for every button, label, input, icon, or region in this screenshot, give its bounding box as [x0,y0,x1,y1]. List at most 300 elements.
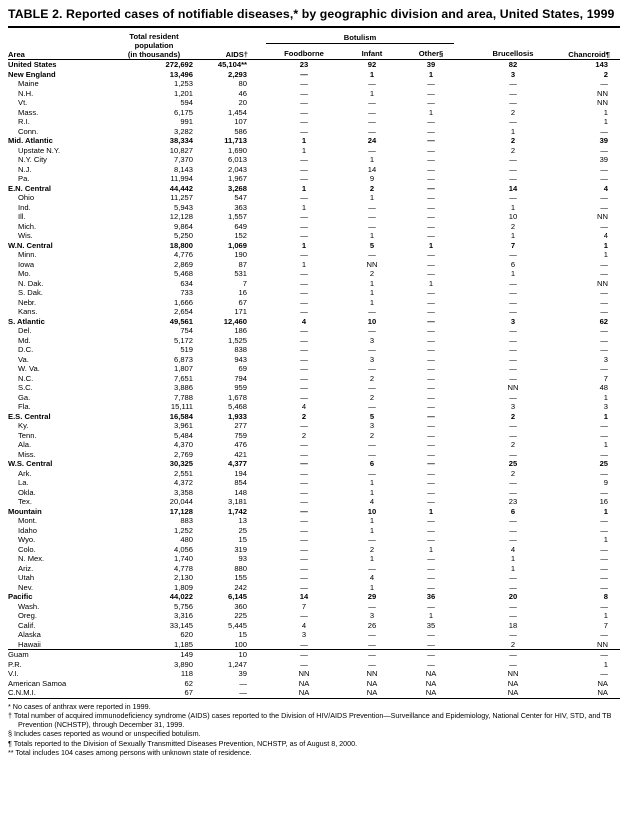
infant-cell: NN [366,259,378,269]
area-cell: Del. [18,326,32,335]
foodborne-cell: — [300,478,308,487]
infant-cell: — [368,639,376,649]
infant-cell: — [368,221,376,231]
infant-cell: 26 [367,620,377,630]
aids-cell: 3,268 [227,183,247,193]
table-row [8,79,620,89]
infant-cell: NN [366,669,378,678]
table-title: TABLE 2. Reported cases of notifiable diseases,* by geographic division and area, United States, 1999 [8,7,620,28]
brucellosis-cell: 7 [510,240,516,250]
table-row [8,193,620,203]
foodborne-cell: — [300,639,308,649]
infant-cell: — [348,650,396,660]
infant-cell: NA [366,678,378,688]
aids-cell: 476 [234,440,247,449]
table-row [8,679,620,689]
foodborne-cell: — [300,98,308,107]
brucellosis-cell: — [509,345,517,354]
other-cell: 1 [428,544,434,554]
table-row [8,70,620,80]
population-cell: 4,778 [173,563,193,573]
aids-cell: 2,043 [227,164,247,174]
brucellosis-cell: NN [507,669,519,678]
infant-cell: 1 [369,487,375,497]
population-cell: 991 [180,117,193,126]
other-cell: — [427,573,435,582]
infant-cell: — [368,601,376,611]
brucellosis-cell: 2 [510,639,516,649]
population-cell: 1,185 [173,639,193,649]
table-row [8,165,620,175]
table-row [8,203,620,213]
population-cell: 620 [180,630,193,639]
population-cell: 7,370 [173,155,193,164]
area-cell: American Samoa [8,678,67,688]
infant-cell: 1 [369,69,375,79]
population-header-line3: (in thousands) [127,50,181,59]
chancroid-cell: — [600,164,609,174]
table-row [8,412,620,422]
foodborne-cell: — [300,250,308,259]
brucellosis-cell: 1 [510,202,516,212]
population-cell: 15,111 [170,402,193,411]
area-cell: Miss. [18,449,36,459]
aids-cell: 1,247 [227,659,247,669]
brucellosis-cell: NA [507,688,519,697]
population-cell: 8,143 [173,164,193,174]
infant-cell: 1 [369,231,375,240]
chancroid-cell: — [600,563,609,573]
infant-cell: 2 [369,183,375,193]
brucellosis-cell: — [509,288,517,297]
table-row [8,298,620,308]
chancroid-cell: — [600,259,609,269]
infant-cell: — [368,630,376,639]
infant-cell: 1 [369,155,375,164]
chancroid-cell: — [600,221,609,231]
table-row [8,583,620,593]
other-cell: — [427,269,435,278]
other-cell: — [396,650,466,660]
area-cell: N. Mex. [18,554,45,563]
aids-cell: 649 [234,221,247,231]
foodborne-cell: 7 [301,601,307,611]
foodborne-cell: 2 [301,430,307,440]
population-cell: 480 [180,535,193,544]
area-cell: Okla. [18,487,36,497]
chancroid-cell: — [600,525,609,535]
brucellosis-cell: 10 [508,212,518,221]
area-cell: Wash. [18,601,40,611]
brucellosis-cell: 25 [508,459,518,468]
other-cell: — [427,259,435,269]
foodborne-cell: — [300,497,308,506]
other-cell: — [427,582,435,592]
area-cell: N.C. [18,373,34,383]
chancroid-cell: 1 [603,659,609,669]
infant-cell: — [368,250,376,259]
infant-cell: 1 [369,516,375,525]
population-cell: 3,282 [173,126,193,136]
other-cell: — [427,98,435,107]
area-cell: Upstate N.Y. [18,145,61,155]
table-row [8,241,620,251]
area-cell: Idaho [18,525,38,535]
population-cell: 13,496 [169,69,193,79]
area-cell: Mountain [8,506,42,516]
other-cell: 1 [428,506,434,516]
chancroid-cell: — [600,193,609,202]
population-cell: 18,800 [169,240,193,250]
brucellosis-cell: — [509,278,517,288]
area-cell: P.R. [8,659,22,669]
table-row [8,355,620,365]
brucellosis-cell: 2 [510,440,516,449]
chancroid-cell: — [600,554,609,563]
infant-cell: — [368,449,376,459]
other-cell: — [427,411,435,421]
aids-cell: 854 [234,478,247,487]
population-column-header [112,30,196,60]
footnote: § Includes cases reported as wound or unspecified botulism. [8,729,201,739]
foodborne-cell: 1 [301,183,307,193]
infant-cell: — [368,107,376,117]
foodborne-cell: 1 [301,145,307,155]
chancroid-cell: — [600,630,609,639]
chancroid-cell: NN [597,639,609,649]
population-cell: 12,128 [169,212,193,221]
table-row [8,402,620,412]
area-cell: Calif. [18,620,36,630]
aids-cell: 15 [238,535,247,544]
population-cell: 4,776 [173,250,193,259]
area-cell: Iowa [18,259,35,269]
other-cell: — [427,402,435,411]
aids-cell: 107 [234,117,247,126]
aids-cell: 4,377 [227,459,247,468]
chancroid-cell: 39 [599,136,609,145]
foodborne-cell: 1 [301,240,307,250]
aids-cell: 531 [234,269,247,278]
chancroid-cell: — [600,326,609,335]
other-cell: — [427,231,435,240]
table-row [8,573,620,583]
foodborne-cell: — [300,326,308,335]
chancroid-cell: 48 [599,383,609,392]
infant-cell: — [368,345,376,354]
other-cell: 1 [428,611,434,620]
foodborne-cell: — [300,525,308,535]
foodborne-cell: — [300,288,308,297]
other-cell: — [427,164,435,174]
infant-cell: 6 [369,459,375,468]
area-cell: Mass. [18,107,39,117]
table-row [8,136,620,146]
population-cell: 4,370 [173,440,193,449]
population-cell: 33,145 [169,620,193,630]
chancroid-cell: 1 [603,611,609,620]
population-cell: 17,128 [169,506,193,516]
footnote: ** Total includes 104 cases among persons with unknown state of residence. [8,747,252,757]
table-row [8,231,620,241]
table-row [8,421,620,431]
other-column-header: Other§ [396,44,466,60]
table-row [8,650,620,660]
brucellosis-cell: 1 [510,563,516,573]
table-row [8,688,620,698]
chancroid-cell: — [600,345,609,354]
other-cell: — [427,364,435,373]
table-row [8,326,620,336]
foodborne-cell: 1 [301,259,307,269]
table-row [8,174,620,184]
other-cell: — [427,478,435,487]
brucellosis-cell: 82 [508,60,518,69]
chancroid-cell: 1 [603,440,609,449]
area-cell: Oreg. [18,611,37,620]
table-row [8,393,620,403]
other-cell: 1 [428,240,434,250]
other-cell: — [427,392,435,402]
area-cell: Mich. [18,221,37,231]
area-cell: New England [8,69,56,79]
brucellosis-cell: 20 [508,592,518,601]
aids-cell: 943 [234,354,247,364]
foodborne-cell: — [300,487,308,497]
chancroid-cell: 1 [603,535,609,544]
table-row [8,535,620,545]
chancroid-cell: 1 [603,506,609,516]
infant-cell: — [368,98,376,107]
chancroid-cell: — [600,145,609,155]
other-cell: — [427,136,435,145]
other-cell: — [427,525,435,535]
other-cell: — [427,383,435,392]
other-cell: — [427,535,435,544]
foodborne-cell: 23 [299,60,309,69]
aids-column-header: AIDS† [196,30,260,60]
brucellosis-cell: — [509,326,517,335]
population-cell: 4,372 [173,478,193,487]
foodborne-cell: NA [298,688,310,697]
chancroid-cell: — [600,297,609,307]
infant-cell: 1 [369,193,375,202]
brucellosis-cell: — [509,79,517,88]
aids-cell: 6,145 [227,592,247,601]
chancroid-cell: — [600,516,609,525]
footnote: † Total number of acquired immunodeficiency syndrome (AIDS) cases reported to the Division of HIV/AIDS Prevention—Surveillance and Epidemiology, National Center for HIV, STD, and TB Prevention (NCHSTP), through December 31, 1999. [8,710,612,730]
aids-cell: 363 [234,202,247,212]
table-row [8,516,620,526]
chancroid-cell: 1 [603,117,609,126]
chancroid-cell: NA [597,688,609,697]
brucellosis-cell: — [509,392,517,402]
table-row [8,507,620,517]
chancroid-cell: — [600,601,609,611]
foodborne-cell: — [300,107,308,117]
other-cell: — [427,554,435,563]
infant-cell: 3 [369,354,375,364]
brucellosis-cell: — [509,193,517,202]
infant-cell: — [368,326,376,335]
aids-cell: 319 [234,544,247,554]
population-cell: 6,873 [173,354,193,364]
infant-cell: 1 [369,88,375,98]
brucellosis-cell: — [509,487,517,497]
other-cell: — [427,193,435,202]
area-cell: Ky. [18,421,29,430]
table-row [8,279,620,289]
chancroid-cell: 7 [603,373,609,383]
population-cell: 7,651 [173,373,193,383]
area-cell: Guam [8,650,112,660]
table-row [8,621,620,631]
foodborne-cell: — [300,345,308,354]
chancroid-cell: 4 [603,183,609,193]
brucellosis-cell: 2 [510,107,516,117]
brucellosis-cell: — [509,516,517,525]
aids-cell: 547 [234,193,247,202]
aids-cell: 6,013 [227,155,247,164]
chancroid-cell: 1 [603,107,609,117]
population-cell: 2,654 [173,307,193,316]
area-cell: Conn. [18,126,39,136]
brucellosis-cell: — [466,650,560,660]
population-cell: 3,886 [173,383,193,392]
notifiable-diseases-table [8,30,620,699]
table-row [8,383,620,393]
footnote: * No cases of anthrax were reported in 1999. [8,701,151,711]
population-cell: 44,022 [169,592,193,601]
population-cell: 883 [180,516,193,525]
brucellosis-cell: — [509,164,517,174]
brucellosis-cell: 2 [510,145,516,155]
aids-cell: 225 [234,611,247,620]
table-body [8,60,620,699]
foodborne-cell: — [300,573,308,582]
chancroid-cell: 25 [599,459,609,468]
foodborne-cell: — [300,392,308,402]
brucellosis-column-header: Brucellosis [466,30,560,60]
aids-cell: 1,525 [227,335,247,345]
area-cell: Tex. [18,497,32,506]
aids-cell: 148 [234,487,247,497]
infant-cell: 5 [369,411,375,421]
population-cell: 2,130 [173,573,193,582]
foodborne-cell: 4 [301,620,307,630]
aids-cell: 100 [234,639,247,649]
population-cell: 519 [180,345,193,354]
foodborne-cell: — [300,449,308,459]
table-row [8,660,620,670]
population-cell: 3,316 [173,611,193,620]
infant-cell: — [368,440,376,449]
infant-cell: — [368,307,376,316]
area-cell: Mid. Atlantic [8,136,53,145]
table-row [8,440,620,450]
brucellosis-cell: — [509,373,517,383]
brucellosis-cell: 3 [510,316,516,326]
foodborne-cell: — [300,307,308,316]
other-cell: — [427,335,435,345]
population-cell: 9,864 [173,221,193,231]
other-cell: — [427,145,435,155]
infant-cell: — [368,126,376,136]
chancroid-cell: 16 [599,497,609,506]
table-row [8,374,620,384]
foodborne-cell: — [300,193,308,202]
other-cell: — [427,459,435,468]
other-cell: — [427,221,435,231]
infant-cell: 2 [369,544,375,554]
footnote: ¶ Totals reported to the Division of Sexually Transmitted Diseases Prevention, NCHSTP, as of August 8, 2000. [8,738,358,748]
brucellosis-cell: — [509,307,517,316]
foodborne-cell: — [300,364,308,373]
aids-cell: — [239,688,247,697]
population-cell: 20,044 [169,497,193,506]
table-row [8,640,620,650]
table-row [8,345,620,355]
area-cell: N.Y. City [18,155,47,164]
botulism-group-label: Botulism [266,33,454,44]
chancroid-cell: — [600,582,609,592]
other-cell: 1 [428,278,434,288]
brucellosis-cell: 14 [508,183,518,193]
brucellosis-cell: — [509,117,517,126]
infant-cell: 1 [369,554,375,563]
table-row [8,89,620,99]
infant-cell: NA [366,688,378,697]
other-cell: — [427,497,435,506]
area-cell: Ala. [18,440,32,449]
aids-cell: 12,460 [223,316,247,326]
table-row [8,307,620,317]
brucellosis-cell: 6 [510,506,516,516]
table-row [8,545,620,555]
infant-cell: — [368,468,376,478]
foodborne-cell: — [300,117,308,126]
other-cell: — [427,563,435,573]
chancroid-cell: — [600,174,609,183]
foodborne-cell: — [300,69,308,79]
infant-cell: — [368,383,376,392]
other-cell: — [427,79,435,88]
table-row [8,117,620,127]
foodborne-cell: — [300,88,308,98]
other-cell: NA [425,669,437,678]
population-cell: 16,584 [169,411,193,421]
brucellosis-cell: 6 [510,259,516,269]
population-cell: 5,484 [173,430,193,440]
population-cell: 3,890 [173,659,193,669]
table-row [8,611,620,621]
table-row [8,459,620,469]
foodborne-cell: 4 [301,402,307,411]
brucellosis-cell: — [509,582,517,592]
brucellosis-cell: — [509,659,517,669]
other-cell: — [427,449,435,459]
other-cell: — [427,601,435,611]
table-row [8,669,620,679]
infant-cell: — [368,402,376,411]
table-row [8,497,620,507]
chancroid-cell: — [600,288,609,297]
table-row [8,60,620,70]
other-cell: NA [425,678,437,688]
population-cell: 4,056 [173,544,193,554]
area-cell: W.N. Central [8,240,53,250]
brucellosis-cell: — [509,364,517,373]
